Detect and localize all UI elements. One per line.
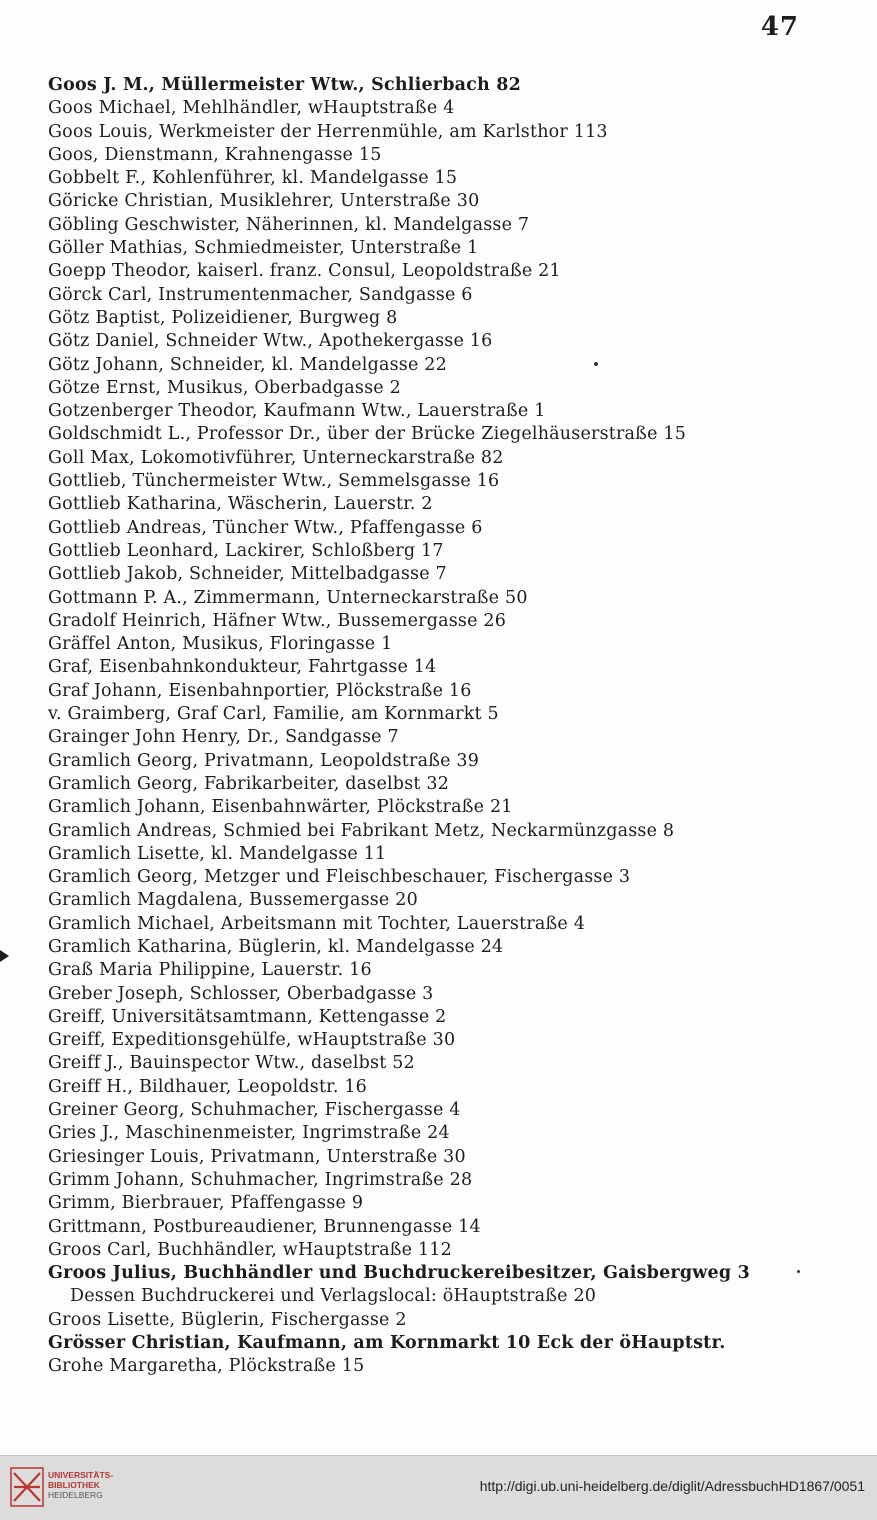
directory-entry: Göricke Christian, Musiklehrer, Unterstraße 30	[48, 191, 480, 212]
directory-entry: Gramlich Magdalena, Bussemergasse 20	[48, 890, 418, 911]
directory-entry: Gottlieb Leonhard, Lackirer, Schloßberg 17	[48, 540, 444, 561]
logo-line-2: BIBLIOTHEK	[48, 1480, 100, 1490]
directory-entry: Gottlieb Katharina, Wäscherin, Lauerstr. 2	[48, 494, 433, 515]
directory-entry: Graß Maria Philippine, Lauerstr. 16	[48, 960, 372, 981]
directory-entry: Gries J., Maschinenmeister, Ingrimstraße 24	[48, 1123, 450, 1144]
directory-entry: Gottmann P. A., Zimmermann, Unterneckarstraße 50	[48, 587, 528, 608]
directory-entry: Gramlich Katharina, Büglerin, kl. Mandelgasse 24	[48, 936, 504, 957]
directory-entry: Goll Max, Lokomotivführer, Unterneckarstraße 82	[48, 447, 504, 468]
directory-entry: Goos Louis, Werkmeister der Herrenmühle, am Karlsthor 113	[48, 121, 608, 142]
directory-entry: Groos Julius, Buchhändler und Buchdruckereibesitzer, Gaisbergweg 3	[48, 1263, 750, 1284]
directory-entry: Gramlich Georg, Privatmann, Leopoldstraße 39	[48, 750, 480, 771]
directory-entry: Groos Lisette, Büglerin, Fischergasse 2	[48, 1309, 407, 1330]
library-logo-icon	[10, 1467, 44, 1507]
directory-entry: Graf, Eisenbahnkondukteur, Fahrtgasse 14	[48, 657, 437, 678]
directory-entry: Greber Joseph, Schlosser, Oberbadgasse 3	[48, 983, 434, 1004]
directory-entry: Görck Carl, Instrumentenmacher, Sandgasse 6	[48, 284, 473, 305]
directory-entry: Gobbelt F., Kohlenführer, kl. Mandelgasse 15	[48, 168, 458, 189]
directory-entry: Groos Carl, Buchhändler, wHauptstraße 112	[48, 1239, 452, 1260]
directory-entry: Gramlich Michael, Arbeitsmann mit Tochter, Lauerstraße 4	[48, 913, 586, 934]
logo-line-1: UNIVERSITÄTS-	[48, 1470, 114, 1480]
logo-line-3: HEIDELBERG	[48, 1490, 103, 1500]
directory-entry: Grösser Christian, Kaufmann, am Kornmarkt 10 Eck der öHauptstr.	[48, 1333, 726, 1354]
library-logo-text	[48, 1470, 130, 1500]
directory-entry: Grimm, Bierbrauer, Pfaffengasse 9	[48, 1193, 364, 1214]
directory-entry: Griesinger Louis, Privatmann, Unterstraße 30	[48, 1146, 466, 1167]
directory-entry: Gottlieb Andreas, Tüncher Wtw., Pfaffengasse 6	[48, 517, 483, 538]
directory-entry: Grittmann, Postbureaudiener, Brunnengasse 14	[48, 1216, 481, 1237]
directory-entry: Grimm Johann, Schuhmacher, Ingrimstraße 28	[48, 1169, 473, 1190]
directory-entry: Gradolf Heinrich, Häfner Wtw., Bussemergasse 26	[48, 610, 507, 631]
directory-entry: Greiff H., Bildhauer, Leopoldstr. 16	[48, 1076, 368, 1097]
directory-entry: Gramlich Lisette, kl. Mandelgasse 11	[48, 843, 387, 864]
directory-entry: Gramlich Georg, Metzger und Fleischbeschauer, Fischergasse 3	[48, 867, 631, 888]
library-logo[interactable]	[10, 1464, 130, 1512]
directory-entry: Dessen Buchdruckerei und Verlagslocal: öHauptstraße 20	[70, 1286, 597, 1307]
directory-entry: Gottlieb, Tünchermeister Wtw., Semmelsgasse 16	[48, 471, 500, 492]
directory-entry: Goldschmidt L., Professor Dr., über der Brücke Ziegelhäuserstraße 15	[48, 424, 687, 445]
directory-entry: Greiff, Expeditionsgehülfe, wHauptstraße 30	[48, 1030, 456, 1051]
directory-entry: Göller Mathias, Schmiedmeister, Unterstraße 1	[48, 238, 479, 259]
directory-entry: Gotzenberger Theodor, Kaufmann Wtw., Lauerstraße 1	[48, 401, 546, 422]
directory-entry: Göbling Geschwister, Näherinnen, kl. Mandelgasse 7	[48, 214, 530, 235]
footer-bar	[0, 1455, 877, 1520]
margin-arrow-mark	[0, 950, 9, 962]
directory-entry-list	[48, 74, 838, 1379]
directory-entry: Goos Michael, Mehlhändler, wHauptstraße 4	[48, 98, 455, 119]
directory-entry: Goepp Theodor, kaiserl. franz. Consul, Leopoldstraße 21	[48, 261, 561, 282]
directory-entry: v. Graimberg, Graf Carl, Familie, am Kornmarkt 5	[48, 704, 499, 725]
directory-entry: Greiff J., Bauinspector Wtw., daselbst 52	[48, 1053, 415, 1074]
directory-entry: Götz Baptist, Polizeidiener, Burgweg 8	[48, 307, 398, 328]
directory-entry: Goos J. M., Müllermeister Wtw., Schlierbach 82	[48, 75, 522, 95]
directory-entry: Gramlich Georg, Fabrikarbeiter, daselbst 32	[48, 773, 450, 794]
directory-entry: Greiner Georg, Schuhmacher, Fischergasse 4	[48, 1100, 461, 1121]
directory-entry: Graf Johann, Eisenbahnportier, Plöckstraße 16	[48, 680, 472, 701]
directory-entry: Gottlieb Jakob, Schneider, Mittelbadgasse 7	[48, 564, 447, 585]
directory-entry: Grainger John Henry, Dr., Sandgasse 7	[48, 727, 399, 748]
directory-entry: Götze Ernst, Musikus, Oberbadgasse 2	[48, 377, 401, 398]
directory-entry: Gramlich Andreas, Schmied bei Fabrikant Metz, Neckarmünzgasse 8	[48, 820, 675, 841]
directory-entry: Götz Johann, Schneider, kl. Mandelgasse 22	[48, 354, 447, 375]
directory-entry: Grohe Margaretha, Plöckstraße 15	[48, 1356, 365, 1377]
directory-entry: Götz Daniel, Schneider Wtw., Apothekergasse 16	[48, 331, 493, 352]
print-speck	[594, 362, 598, 366]
source-url-link[interactable]: http://digi.ub.uni-heidelberg.de/diglit/AdressbuchHD1867/0051	[479, 1478, 865, 1494]
directory-entry: Gramlich Johann, Eisenbahnwärter, Plöckstraße 21	[48, 797, 513, 818]
print-speck	[797, 1270, 800, 1273]
directory-entry: Gräffel Anton, Musikus, Floringasse 1	[48, 634, 393, 655]
directory-entry: Greiff, Universitätsamtmann, Kettengasse 2	[48, 1006, 447, 1027]
directory-entry: Goos, Dienstmann, Krahnengasse 15	[48, 144, 382, 165]
page-number: 47	[760, 12, 799, 42]
